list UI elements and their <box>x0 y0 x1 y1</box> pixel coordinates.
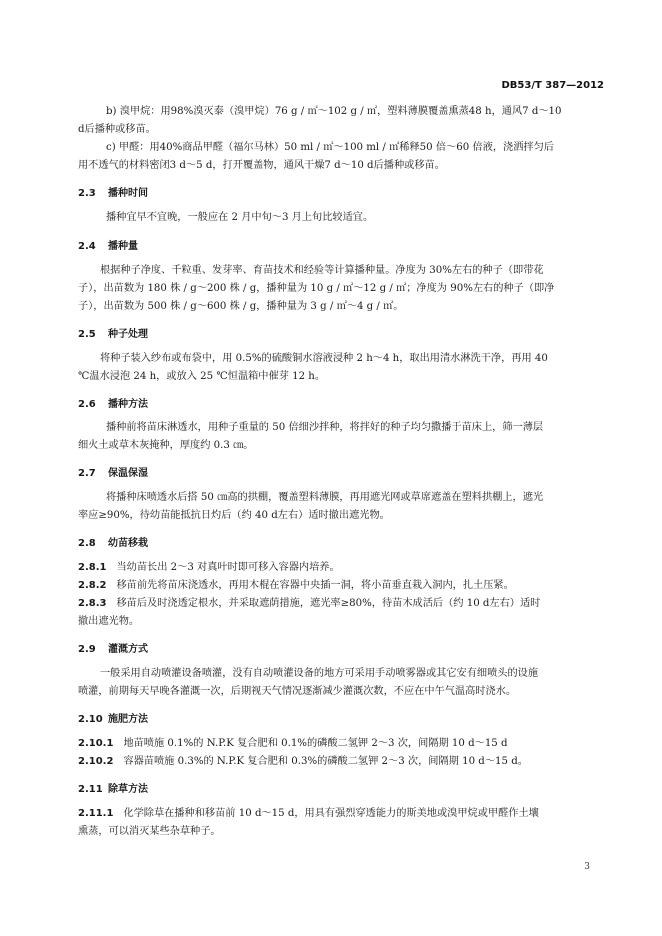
section-2-9-line2: 喷灌，前期每天早晚各灌溉一次，后期视天气情况逐渐减少灌溉次数，不应在中午气温高时浇水。 <box>78 686 517 697</box>
standard-code: DB53/T 387—2012 <box>501 80 604 91</box>
section-2-11-heading <box>78 783 148 797</box>
subsection-number: 2.8.2 <box>78 580 107 591</box>
section-2-4-heading <box>78 240 138 254</box>
section-2-4-line2: 子），出苗数为 180 株 / g～200 株 / g，播种量为 10 g / ㎡～12 g / ㎡；净度为 90%左右的种子（即净 <box>78 283 555 294</box>
section-title: 施肥方法 <box>108 714 148 725</box>
section-2-9-heading <box>78 643 148 657</box>
section-number: 2.5 <box>78 329 96 340</box>
subsection-text: 地苗喷施 0.1%的 N.P.K 复合肥和 0.1%的磷酸二氢钾 2～3 次，间隔期 10 d～15 d <box>123 738 508 749</box>
section-number: 2.4 <box>78 241 96 252</box>
item-c-line1: c) 甲醛：用40%商品甲醛（福尔马林）50 ml / ㎡～100 ml / ㎡稀释50 倍～60 倍液，浇洒拌匀后 <box>106 142 554 153</box>
subsection-number: 2.11.1 <box>78 808 114 819</box>
section-number: 2.8 <box>78 538 96 549</box>
subsection-2-11-1-line2: 熏蒸，可以消灭某些杂草种子。 <box>78 826 221 837</box>
section-title: 播种方法 <box>108 399 148 410</box>
subsection-2-8-3-line2: 撤出遮光物。 <box>78 616 140 627</box>
section-2-5-heading <box>78 328 148 342</box>
item-c-line2: 用不透气的材料密闭3 d～5 d，打开覆盖物，通风干燥7 d～10 d后播种或移苗。 <box>78 160 445 171</box>
section-2-4-line1: 根据种子净度、千粒重、发芽率、育苗技术和经验等计算播种量。净度为 30%左右的种子（即带花 <box>100 265 544 276</box>
subsection-2-8-2 <box>78 579 604 593</box>
section-2-7-line2: 率应≥90%，待幼苗能抵抗日灼后（约 40 d左右）适时撤出遮光物。 <box>78 510 390 521</box>
subsection-number: 2.10.1 <box>78 738 114 749</box>
section-2-10-heading <box>78 713 148 727</box>
subsection-2-8-1 <box>78 561 604 575</box>
section-title: 播种时间 <box>108 188 148 199</box>
section-2-8-heading <box>78 537 148 551</box>
section-title: 幼苗移栽 <box>108 538 148 549</box>
item-b-line1: b) 溴甲烷：用98%溴灭泰（溴甲烷）76 g / ㎡～102 g / ㎡，塑料薄膜覆盖熏蒸48 h，通风7 d～10 <box>106 106 562 117</box>
subsection-2-10-2 <box>78 755 604 769</box>
section-title: 种子处理 <box>108 329 148 340</box>
subsection-2-11-1 <box>78 807 604 821</box>
subsection-number: 2.8.1 <box>78 562 107 573</box>
section-2-7-heading <box>78 467 148 481</box>
item-b-line2: d后播种或移苗。 <box>78 124 156 135</box>
section-2-7-line1: 将播种床喷透水后搭 50 ㎝高的拱棚，覆盖塑料薄膜，再用遮光网或草席遮盖在塑料拱棚上，遮光 <box>106 492 544 503</box>
section-number: 2.7 <box>78 468 96 479</box>
section-2-9-line1: 一般采用自动喷灌设备喷灌，没有自动喷灌设备的地方可采用手动喷雾器或其它安有细喷头的设施 <box>100 668 539 679</box>
section-number: 2.3 <box>78 188 96 199</box>
subsection-text: 移苗前先将苗床浇透水，再用木棍在容器中央插一洞，将小苗垂直栽入洞内，扎土压紧。 <box>116 580 514 591</box>
section-2-5-line1: 将种子装入纱布或布袋中，用 0.5%的硫酸铜水溶液浸种 2 h～4 h，取出用清水淋洗干净，再用 40 <box>100 353 548 364</box>
section-title: 播种量 <box>108 241 138 252</box>
subsection-2-8-3 <box>78 597 604 611</box>
section-number: 2.6 <box>78 399 96 410</box>
subsection-text: 容器苗喷施 0.3%的 N.P.K 复合肥和 0.3%的磷酸二氢钾 2～3 次，间隔期 10 d～15 d。 <box>123 756 528 767</box>
subsection-number: 2.8.3 <box>78 598 107 609</box>
subsection-2-10-1 <box>78 737 604 751</box>
section-number: 2.10 <box>78 714 103 725</box>
section-2-4-line3: 子），出苗数为 500 株 / g～600 株 / g，播种量为 3 g / ㎡～4 g / ㎡。 <box>78 301 404 312</box>
page-number: 3 <box>584 862 590 872</box>
section-title: 灌溉方式 <box>108 644 148 655</box>
section-number: 2.11 <box>78 784 103 795</box>
section-2-3-text: 播种宜早不宜晚，一般应在 2 月中旬～3 月上旬比较适宜。 <box>106 212 374 223</box>
subsection-number: 2.10.2 <box>78 756 114 767</box>
section-number: 2.9 <box>78 644 96 655</box>
section-2-6-line2: 细火土或草木灰掩种，厚度约 0.3 ㎝。 <box>78 440 254 451</box>
section-2-3-heading <box>78 187 148 201</box>
subsection-text: 移苗后及时浇透定根水，并采取遮荫措施，遮光率≥80%，待苗木成活后（约 10 d左右）适时 <box>116 598 541 609</box>
subsection-text: 当幼苗长出 2～3 对真叶时即可移入容器内培养。 <box>116 562 340 573</box>
section-2-6-line1: 播种前将苗床淋透水，用种子重量的 50 倍细沙拌种，将拌好的种子均匀撒播于苗床上，筛一薄层 <box>106 422 544 433</box>
section-title: 除草方法 <box>108 784 148 795</box>
subsection-text: 化学除草在播种和移苗前 10 d～15 d，用具有强烈穿透能力的斯美地或溴甲烷或甲醛作土壤 <box>123 808 539 819</box>
section-2-6-heading <box>78 398 148 412</box>
section-2-5-line2: ℃温水浸泡 24 h，或放入 25 ℃恒温箱中催芽 12 h。 <box>78 371 326 382</box>
section-title: 保温保湿 <box>108 468 148 479</box>
